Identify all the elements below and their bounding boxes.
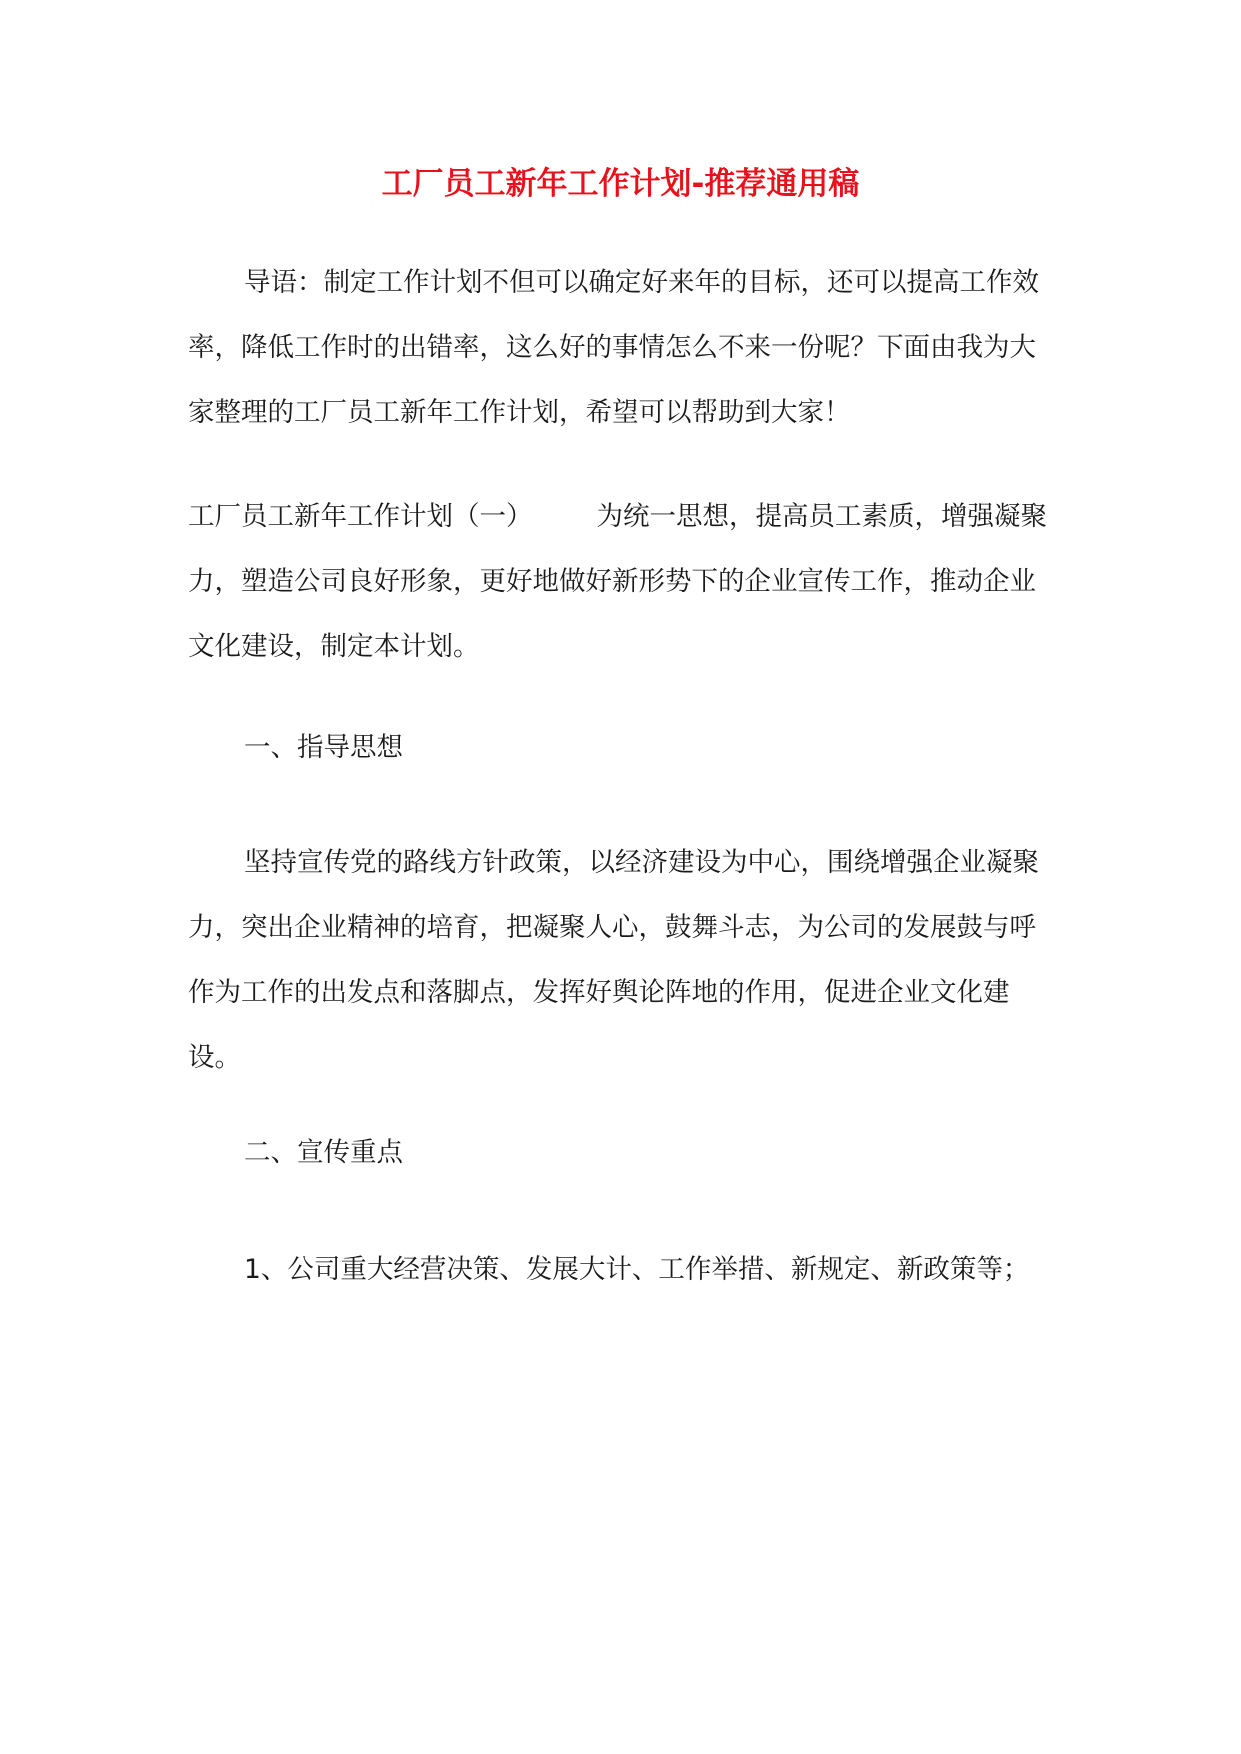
list-item-1: 1、公司重大经营决策、发展大计、工作举措、新规定、新政策等； [244,1254,1030,1285]
plan-heading: 工厂员工新年工作计划（一） [188,501,533,532]
plan-paragraph [188,484,1058,679]
intro-paragraph: 导语：制定工作计划不但可以确定好来年的目标，还可以提高工作效率，降低工作时的出错率，这么好的事情怎么不来一份呢？下面由我为大家整理的工厂员工新年工作计划，希望可以帮助到大家！ [188,267,1039,428]
document-title: 工厂员工新年工作计划-推荐通用稿 [381,166,860,202]
section2-heading: 二、宣传重点 [244,1137,403,1168]
plan-intro-text: 为统一思想，提高员工素质，增强凝聚力，塑造公司良好形象，更好地做好新形势下的企业宣传工作，推动企业文化建设，制定本计划。 [188,501,1047,662]
section1-body: 坚持宣传党的路线方针政策，以经济建设为中心，围绕增强企业凝聚力，突出企业精神的培育，把凝聚人心，鼓舞斗志，为公司的发展鼓与呼作为工作的出发点和落脚点，发挥好舆论阵地的作用，促进企业文化建设。 [188,847,1039,1073]
section1-heading: 一、指导思想 [244,732,403,763]
